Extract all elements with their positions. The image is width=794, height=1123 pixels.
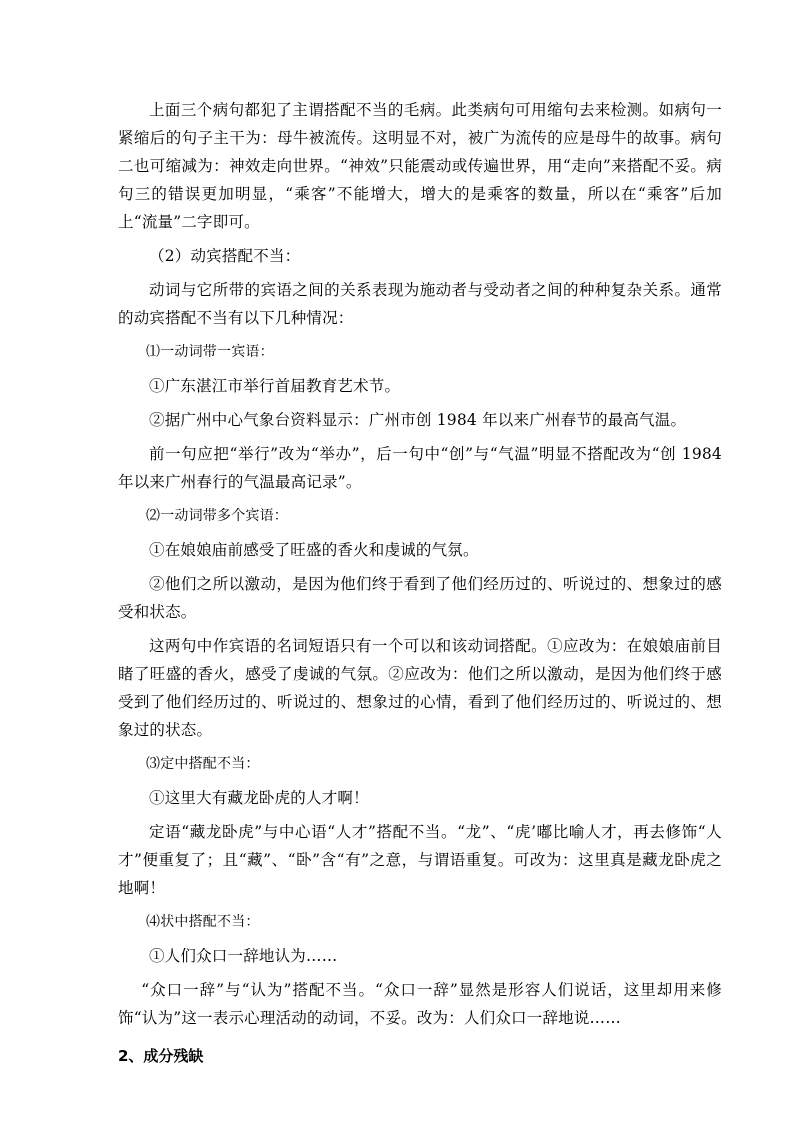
subheading-verb-object-mismatch [118,242,722,270]
subheading-text: （2）动宾搭配不当： [149,247,301,265]
case-attributive-mismatch: ⑶定中搭配不当： [146,756,260,772]
case-one-verb-one-object: ⑴一动词带一宾语： [146,344,274,360]
section-heading-missing-components: 2、成分残缺 [118,1047,204,1065]
example-2-guangzhou-weather: ②据广州中心气象台资料显示：广州市创 1984 年以来广州春节的最高气温。 [149,411,687,429]
paragraph-correction-1: 前一句应把“举行”改为“举办”，后一句中“创”与“气温”明显不搭配改为“创 1984 年以来广州春行的气温最高记录”。 [118,445,722,491]
paragraph-correction-3: 定语“藏龙卧虎”与中心语“人才”搭配不当。“龙”、“虎’嘟比喻人才，再去修饰“人才”便重复了；且“藏”、“卧”含“有”之意，与谓语重复。可改为：这里真是藏龙卧虎之地啊！ [118,823,722,897]
paragraph-correction-4: “众口一辞”与“认为”搭配不当。“众口一辞”显然是形容人们说话，这里却用来修饰“认为”这一表示心理活动的动词，不妥。改为：人们众口一辞地说…… [118,981,722,1027]
example-hidden-talent: ①这里大有藏龙卧虎的人才啊！ [149,789,369,807]
example-2-excited: ②他们之所以激动，是因为他们终于看到了他们经历过的、听说过的、想象过的感受和状态。 [118,575,722,621]
example-1-temple: ①在娘娘庙前感受了旺盛的香火和虔诚的气氛。 [149,541,479,559]
example-unanimous: ①人们众口一辞地认为…… [149,947,338,965]
case-one-verb-multiple-objects: ⑵一动词带多个宾语： [146,508,288,524]
case-adverbial-mismatch: ⑷状中搭配不当： [146,914,260,930]
paragraph-correction-2: 这两句中作宾语的名词短语只有一个可以和该动词搭配。①应改为：在娘娘庙前目睹了旺盛的香火，感受了虔诚的气氛。②应改为：他们之所以激动，是因为他们终于感受到了他们经历过的、听说过的、想象过的心情，看到了他们经历过的、听说过的、想象过的状态。 [118,637,722,739]
example-1-zhanjiang: ①广东湛江市举行首届教育艺术节。 [149,377,401,395]
paragraph-subject-predicate-analysis: 上面三个病句都犯了主谓搭配不当的毛病。此类病句可用缩句去来检测。如病句一紧缩后的句子主干为：母牛被流传。这明显不对，被广为流传的应是母牛的故事。病句二也可缩减为：神效走向世界。“神效”只能震动或传遍世界，用“走向”来搭配不妥。病句三的错误更加明显，“乘客”不能增大，增大的是乘客的数量，所以在“乘客”后加上“流量”二字即可。 [118,101,722,231]
document-body [118,96,722,1070]
paragraph-verb-object-intro: 动词与它所带的宾语之间的关系表现为施动者与受动者之间的种种复杂关系。通常的动宾搭配不当有以下几种情况： [118,281,722,327]
